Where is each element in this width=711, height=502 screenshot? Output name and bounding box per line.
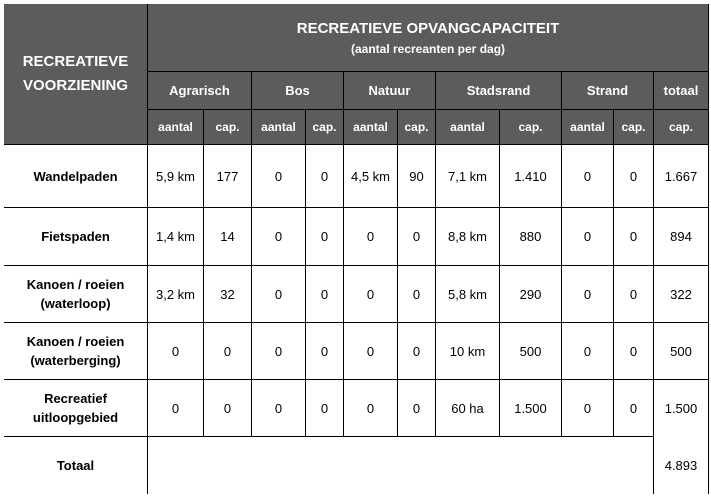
table-cell: 90 [398,145,436,208]
table-cell: 0 [306,380,344,437]
table-cell: 0 [252,208,306,266]
subheader-strand-cap: cap. [614,110,654,145]
table-cell: 8,8 km [436,208,500,266]
table-cell: 0 [614,380,654,437]
table-cell: 60 ha [436,380,500,437]
row-label-totaal [4,437,148,494]
table-cell: 0 [252,145,306,208]
table-cell-total: 894 [654,208,709,266]
table-cell: 0 [614,323,654,380]
table-cell: 0 [562,266,614,323]
table-cell: 1.500 [500,380,562,437]
table-cell: 4,5 km [344,145,398,208]
subheader-agrarisch-aantal: aantal [148,110,204,145]
row-label-text: Wandelpaden [33,168,118,184]
total-row-empty-cells [148,437,654,494]
row-label-kanoen-waterberging [4,323,148,380]
table-cell: 0 [204,380,252,437]
table-cell: 32 [204,266,252,323]
table-cell: 0 [344,266,398,323]
table-title: RECREATIEVE OPVANGCAPACITEIT [296,19,560,37]
subheader-bos-aantal: aantal [252,110,306,145]
group-header-strand: Strand [562,72,654,110]
grand-total-cell: 4.893 [654,437,709,494]
table-cell: 0 [344,380,398,437]
row-label-text2: (waterberging) [30,353,121,368]
table-cell: 500 [500,323,562,380]
subheader-strand-aantal: aantal [562,110,614,145]
table-cell: 0 [148,380,204,437]
table-cell: 3,2 km [148,266,204,323]
row-label-text: Kanoen / roeien [26,277,125,292]
table-cell: 0 [344,208,398,266]
table-cell: 1.410 [500,145,562,208]
group-header-bos: Bos [252,72,344,110]
group-header-totaal: totaal [654,72,709,110]
subheader-stadsrand-aantal: aantal [436,110,500,145]
table-cell: 0 [614,208,654,266]
table-cell: 0 [306,208,344,266]
table-cell: 290 [500,266,562,323]
row-header-line2: VOORZIENING [22,77,128,94]
table-cell: 0 [614,145,654,208]
table-cell: 177 [204,145,252,208]
table-subtitle: (aantal recreanten per dag) [350,41,506,56]
table-cell: 0 [562,145,614,208]
table-cell: 5,8 km [436,266,500,323]
row-label-fietspaden [4,208,148,266]
table-cell: 0 [252,323,306,380]
subheader-totaal-cap: cap. [654,110,709,145]
row-label-kanoen-waterloop [4,266,148,323]
table-cell: 880 [500,208,562,266]
table-cell-total: 500 [654,323,709,380]
subheader-natuur-aantal: aantal [344,110,398,145]
table-cell: 0 [614,266,654,323]
table-cell: 0 [204,323,252,380]
subheader-stadsrand-cap: cap. [500,110,562,145]
table-cell: 0 [562,323,614,380]
table-cell: 0 [306,266,344,323]
table-cell: 0 [398,208,436,266]
row-label-text: Totaal [56,458,95,473]
subheader-agrarisch-cap: cap. [204,110,252,145]
table-cell: 0 [398,380,436,437]
table-cell: 0 [562,380,614,437]
table-cell: 10 km [436,323,500,380]
capacity-table [4,4,709,494]
table-cell: 0 [562,208,614,266]
row-label-text2: uitloopgebied [32,410,119,425]
table-title-block [148,4,709,72]
table-cell: 0 [148,323,204,380]
subheader-bos-cap: cap. [306,110,344,145]
table-cell: 5,9 km [148,145,204,208]
table-cell: 0 [398,266,436,323]
table-cell: 14 [204,208,252,266]
table-cell: 0 [306,323,344,380]
row-label-recreatief-uitloopgebied [4,380,148,437]
row-label-text: Fietspaden [41,229,110,244]
table-cell: 0 [398,323,436,380]
table-cell: 0 [252,380,306,437]
table-cell-total: 1.667 [654,145,709,208]
row-label-text: Kanoen / roeien [26,334,125,349]
row-label-text2: (waterloop) [40,296,111,311]
table-cell: 0 [344,323,398,380]
group-header-natuur: Natuur [344,72,436,110]
table-corner-header [4,4,148,145]
table-cell: 0 [252,266,306,323]
row-label-wandelpaden [4,145,148,208]
table-cell: 0 [306,145,344,208]
group-header-agrarisch: Agrarisch [148,72,252,110]
subheader-natuur-cap: cap. [398,110,436,145]
group-header-stadsrand: Stadsrand [436,72,562,110]
table-cell-total: 322 [654,266,709,323]
row-header-line1: RECREATIEVE [22,53,129,70]
table-cell: 1,4 km [148,208,204,266]
table-cell: 7,1 km [436,145,500,208]
table-cell-total: 1.500 [654,380,709,437]
row-label-text: Recreatief [44,391,107,406]
